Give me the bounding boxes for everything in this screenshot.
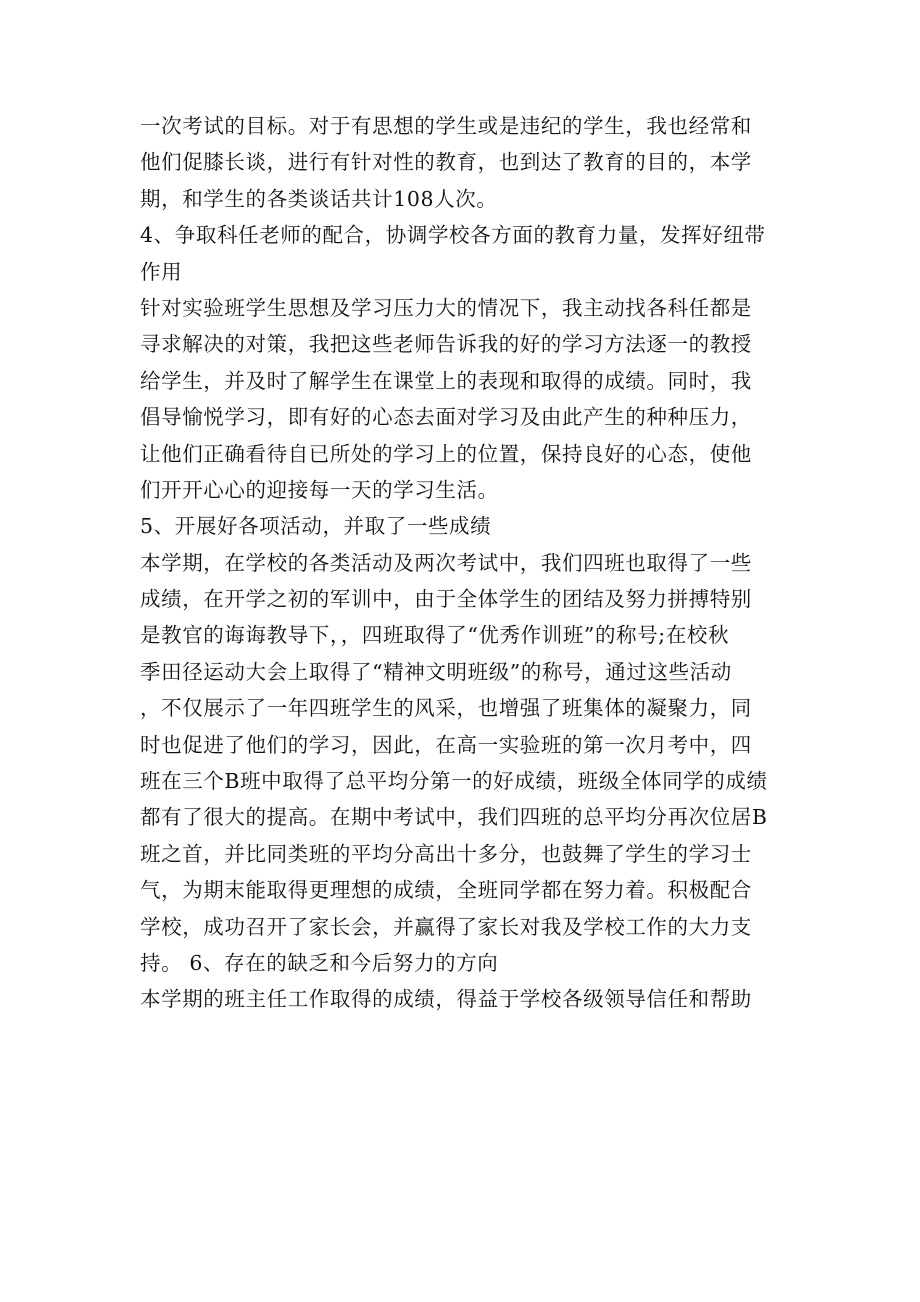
text-line: 让他们正确看待自已所处的学习上的位置，保持良好的心态，使他: [140, 441, 752, 466]
text-line: 4、争取科任老师的配合，协调学校各方面的教育力量，发挥好纽带: [140, 223, 766, 248]
text-line: 成绩，在开学之初的军训中，由于全体学生的团结及努力拼搏特别: [140, 587, 752, 612]
text-line: 寻求解决的对策，我把这些老师告诉我的好的学习方法逐一的教授: [140, 332, 752, 357]
text-line: 期，和学生的各类谈话共计108人次。: [140, 186, 498, 211]
text-line: 持。 6、存在的缺乏和今后努力的方向: [140, 950, 499, 975]
text-line: 倡导愉悦学习，即有好的心态去面对学习及由此产生的种种压力，: [140, 405, 752, 430]
text-line: 作用: [140, 259, 183, 284]
text-line: 他们促膝长谈，进行有针对性的教育，也到达了教育的目的，本学: [140, 150, 752, 175]
text-line: 5、开展好各项活动，并取了一些成绩: [140, 514, 492, 539]
text-line: 都有了很大的提高。在期中考试中，我们四班的总平均分再次位居B: [140, 805, 768, 830]
document-body: [140, 108, 790, 1018]
text-line: 学校，成功召开了家长会，并赢得了家长对我及学校工作的大力支: [140, 914, 752, 939]
text-line: 一次考试的目标。对于有思想的学生或是违纪的学生，我也经常和: [140, 114, 752, 138]
text-line: 给学生，并及时了解学生在课堂上的表现和取得的成绩。同时，我: [140, 368, 752, 393]
text-line: 班在三个B班中取得了总平均分第一的好成绩，班级全体同学的成绩: [140, 769, 768, 794]
text-line: 是教官的诲诲教导下，，四班取得了“优秀作训班”的称号;在校秋: [140, 623, 730, 648]
text-line: 针对实验班学生思想及学习压力大的情况下，我主动找各科任都是: [140, 295, 752, 320]
text-line: 时也促进了他们的学习，因此，在高一实验班的第一次月考中，四: [140, 732, 752, 757]
text-line: 季田径运动大会上取得了“精神文明班级”的称号，通过这些活动: [140, 659, 732, 684]
text-line: 班之首，并比同类班的平均分高出十多分，也鼓舞了学生的学习士: [140, 841, 752, 866]
text-line: 气，为期末能取得更理想的成绩，全班同学都在努力着。积极配合: [140, 878, 752, 903]
text-line: ，不仅展示了一年四班学生的风采，也增强了班集体的凝聚力，同: [140, 696, 752, 721]
text-line: 们开开心心的迎接每一天的学习生活。: [140, 477, 499, 502]
text-line: 本学期的班主任工作取得的成绩，得益于学校各级领导信任和帮助: [140, 987, 752, 1012]
text-line: 本学期，在学校的各类活动及两次考试中，我们四班也取得了一些: [140, 550, 752, 575]
